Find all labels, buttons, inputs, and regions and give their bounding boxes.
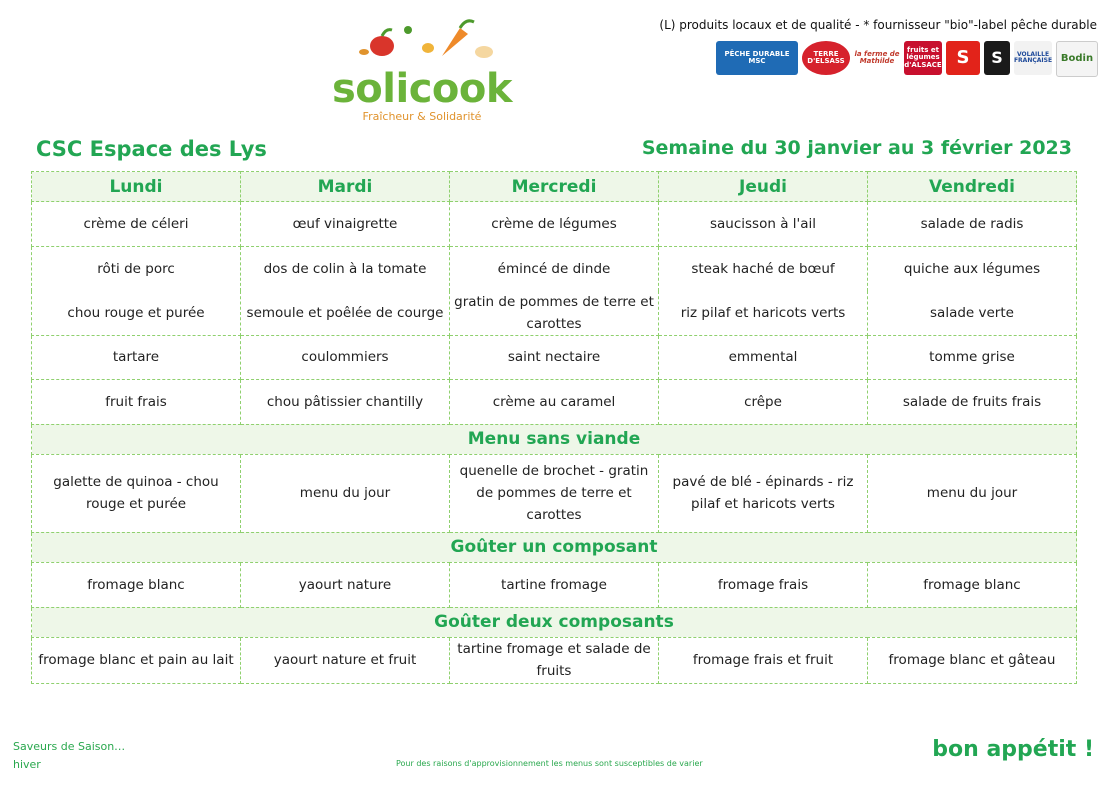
plat-row <box>32 247 1077 291</box>
day-header-jeudi: Jeudi <box>659 172 868 202</box>
solicook-logo <box>324 16 520 126</box>
gouter-deux-cell: fromage frais et fruit <box>659 637 868 683</box>
dessert-cell: crème au caramel <box>450 379 659 424</box>
entree-cell: œuf vinaigrette <box>241 202 450 247</box>
sans-viande-cell: pavé de blé - épinards - riz pilaf et haricots verts <box>659 454 868 532</box>
plat-cell: quiche aux légumes <box>868 247 1077 291</box>
accompagnement-cell: salade verte <box>868 291 1077 336</box>
days-header-row <box>32 172 1077 202</box>
saucisses-label-icon: S <box>946 41 980 75</box>
fromage-row <box>32 335 1077 379</box>
entree-row <box>32 202 1077 247</box>
gouter-un-cell: fromage blanc <box>32 562 241 607</box>
gouter-un-section-row <box>32 532 1077 562</box>
day-header-mercredi: Mercredi <box>450 172 659 202</box>
season-name: hiver <box>13 758 41 771</box>
msc-label-icon: PÊCHE DURABLE MSC <box>716 41 798 75</box>
plat-cell: émincé de dinde <box>450 247 659 291</box>
sans-viande-cell: menu du jour <box>868 454 1077 532</box>
entree-cell: crème de légumes <box>450 202 659 247</box>
entree-cell: salade de radis <box>868 202 1077 247</box>
label-legend: (L) produits locaux et de qualité - * fournisseur "bio"-label pêche durable <box>659 18 1097 32</box>
gouter-un-cell: fromage frais <box>659 562 868 607</box>
day-header-mardi: Mardi <box>241 172 450 202</box>
accompagnement-row <box>32 291 1077 336</box>
section-title: Goûter un composant <box>32 532 1077 562</box>
sans-viande-row <box>32 454 1077 532</box>
sans-viande-cell: menu du jour <box>241 454 450 532</box>
fromage-cell: tomme grise <box>868 335 1077 379</box>
section-title: Menu sans viande <box>32 424 1077 454</box>
gouter-deux-cell: fromage blanc et gâteau <box>868 637 1077 683</box>
dessert-cell: salade de fruits frais <box>868 379 1077 424</box>
gouter-deux-cell: tartine fromage et salade de fruits <box>450 637 659 683</box>
vegetables-icon <box>342 16 502 68</box>
bodin-label-icon: Bodin <box>1056 41 1098 77</box>
plat-cell: steak haché de bœuf <box>659 247 868 291</box>
plat-cell: dos de colin à la tomate <box>241 247 450 291</box>
dessert-row <box>32 379 1077 424</box>
gouter-deux-section-row <box>32 607 1077 637</box>
accompagnement-cell: semoule et poêlée de courge <box>241 291 450 336</box>
week-title: Semaine du 30 janvier au 3 février 2023 <box>641 137 1072 159</box>
fromage-cell: coulommiers <box>241 335 450 379</box>
gouter-un-cell: fromage blanc <box>868 562 1077 607</box>
accompagnement-cell: gratin de pommes de terre et carottes <box>450 291 659 336</box>
sans-viande-section-row <box>32 424 1077 454</box>
ferme-mathilde-label-icon: la ferme de Mathilde <box>854 41 900 75</box>
site-name: CSC Espace des Lys <box>36 137 267 161</box>
gouter-un-cell: yaourt nature <box>241 562 450 607</box>
menu-table <box>31 171 1077 684</box>
day-header-lundi: Lundi <box>32 172 241 202</box>
gouter-un-cell: tartine fromage <box>450 562 659 607</box>
terre-elsass-label-icon: TERRE D'ELSASS <box>802 41 850 75</box>
gouter-deux-row <box>32 637 1077 683</box>
section-title: Goûter deux composants <box>32 607 1077 637</box>
accompagnement-cell: chou rouge et purée <box>32 291 241 336</box>
quality-labels <box>716 41 1096 77</box>
gouter-deux-cell: fromage blanc et pain au lait <box>32 637 241 683</box>
saveurs-de-saison: Saveurs de Saison… <box>13 740 126 753</box>
sans-viande-cell: quenelle de brochet - gratin de pommes de terre et carottes <box>450 454 659 532</box>
sans-viande-cell: galette de quinoa - chou rouge et purée <box>32 454 241 532</box>
brand-name: solicook <box>332 66 512 112</box>
dessert-cell: chou pâtissier chantilly <box>241 379 450 424</box>
bon-appetit: bon appétit ! <box>932 737 1094 762</box>
entree-cell: saucisson à l'ail <box>659 202 868 247</box>
alsace-fruits-label-icon: fruits et légumes d'ALSACE <box>904 41 942 75</box>
gouter-un-row <box>32 562 1077 607</box>
dessert-cell: fruit frais <box>32 379 241 424</box>
fromage-cell: emmental <box>659 335 868 379</box>
fromage-cell: tartare <box>32 335 241 379</box>
plat-cell: rôti de porc <box>32 247 241 291</box>
season-block <box>13 738 125 774</box>
savoir-label-icon: S <box>984 41 1010 75</box>
entree-cell: crème de céleri <box>32 202 241 247</box>
volaille-francaise-label-icon: VOLAILLE FRANÇAISE <box>1014 41 1052 75</box>
supply-note: Pour des raisons d'approvisionnement les menus sont susceptibles de varier <box>396 759 703 768</box>
day-header-vendredi: Vendredi <box>868 172 1077 202</box>
fromage-cell: saint nectaire <box>450 335 659 379</box>
gouter-deux-cell: yaourt nature et fruit <box>241 637 450 683</box>
accompagnement-cell: riz pilaf et haricots verts <box>659 291 868 336</box>
brand-tagline: Fraîcheur & Solidarité <box>362 110 482 123</box>
dessert-cell: crêpe <box>659 379 868 424</box>
